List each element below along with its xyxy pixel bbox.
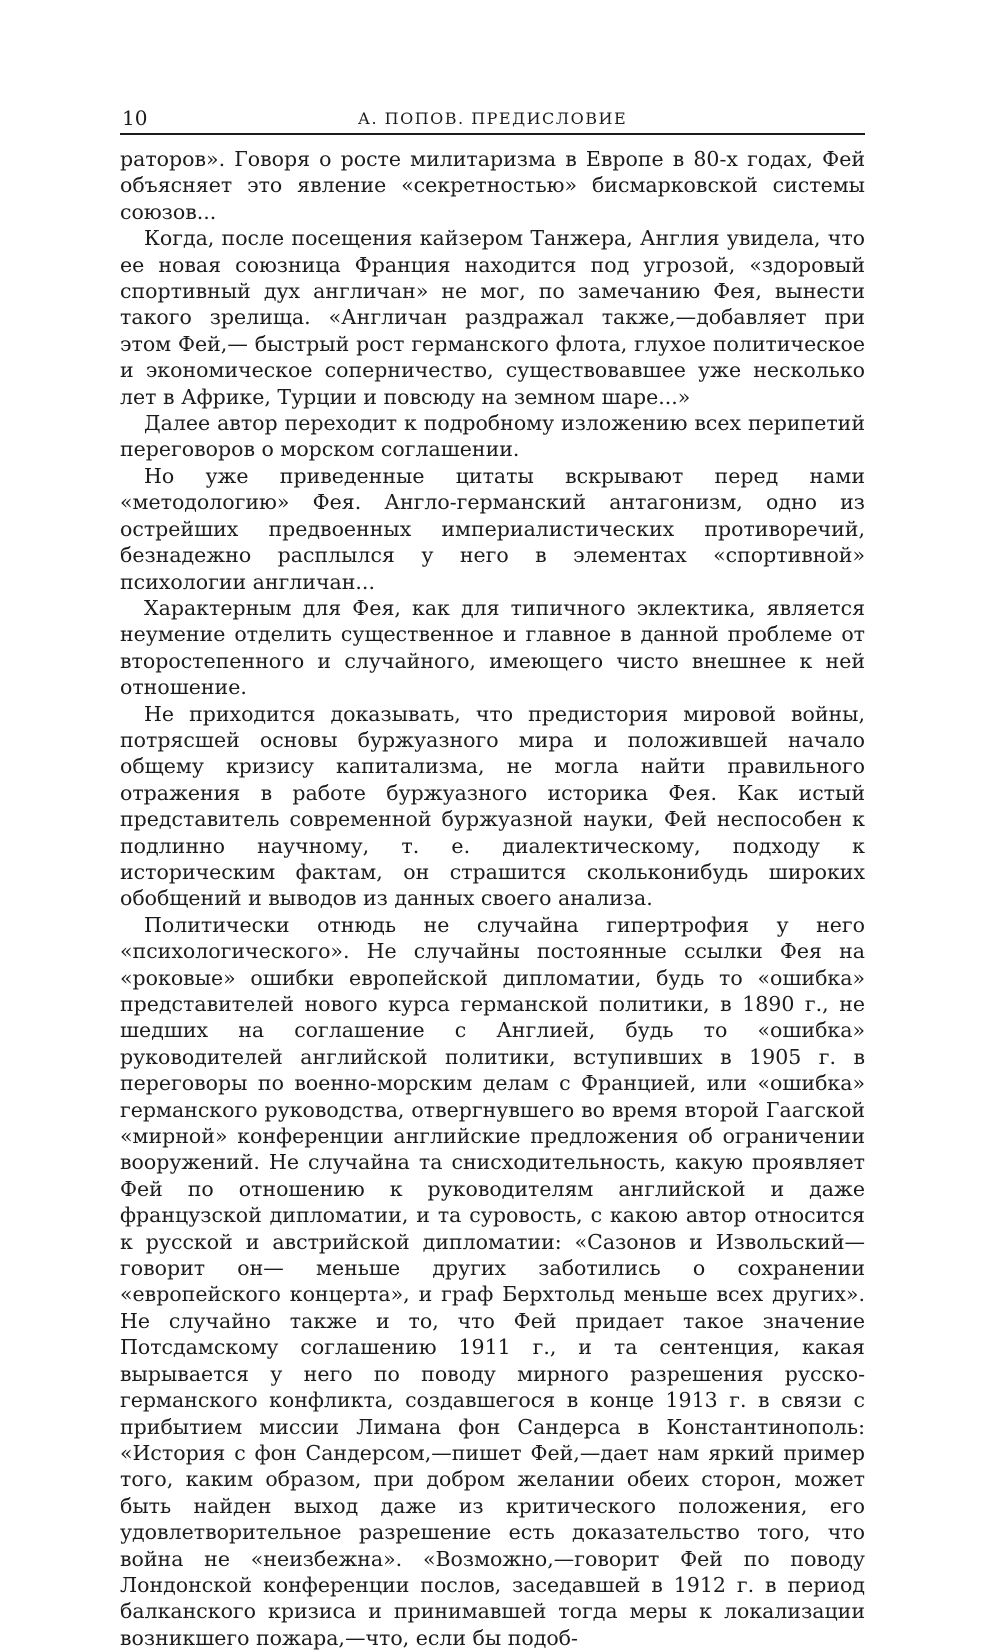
header-rule — [120, 133, 865, 135]
page-number: 10 — [122, 106, 148, 130]
body-text — [120, 146, 865, 1651]
paragraph-3: Далее автор переходит к подробному изложению всех перипетий переговоров о морском соглашении. — [120, 411, 865, 462]
paragraph-2: Когда, после посещения кайзером Танжера, Англия увидела, что ее новая союзница Франция находится под угрозой, «здоровый спортивный дух англичан» не мог, по замечанию Фея, вынести такого зрелища. «Англичан раздражал также,—добавляет при этом Фей,— быстрый рост германского флота, глухое политическое и экономическое соперничество, существовавшее уже несколько лет в Африке, Турции и повсюду на земном шаре...» — [120, 226, 865, 409]
running-head: А. ПОПОВ. ПРЕДИСЛОВИЕ — [357, 109, 628, 128]
paragraph-1: раторов». Говоря о росте милитаризма в Европе в 80-х годах, Фей объясняет это явление «секретностью» бисмарковской системы союзов... — [120, 147, 865, 224]
page-header — [120, 104, 865, 134]
paragraph-4: Но уже приведенные цитаты вскрывают перед нами «методологию» Фея. Англо-германский антагонизм, одно из острейших предвоенных империалистических противоречий, безнадежно расплылся у него в элементах «спортивной» психологии англичан... — [120, 463, 865, 594]
paragraph-5: Характерным для Фея, как для типичного эклектика, является неумение отделить существенное и главное в данной проблеме от второстепенного и случайного, имеющего чисто внешнее к ней отношение. — [120, 595, 865, 700]
paragraph-6: Не приходится доказывать, что предистория мировой войны, потрясшей основы буржуазного мира и положившей начало общему кризису капитализма, не могла найти правильного отражения в работе буржуазного историка Фея. Как истый представитель современной буржуазной науки, Фей неспособен к подлинно научному, т. е. диалектическому, подходу к историческим фактам, он страшится скольконибудь широких обобщений и выводов из данных своего анализа. — [120, 701, 865, 911]
paragraph-7: Политически отнюдь не случайна гипертрофия у него «психологического». Не случайны постоянные ссылки Фея на «роковые» ошибки европейской дипломатии, будь то «ошибка» представителей нового курса германской политики, в 1890 г., не шедших на соглашение с Англией, будь то «ошибка» руководителей английской политики, вступивших в 1905 г. в переговоры по военно-морским делам с Францией, или «ошибка» германского руководства, отвергнувшего во время второй Гаагской «мирной» конференции английские предложения об ограничении вооружений. Не случайна та снисходительность, какую проявляет Фей по отношению к руководителям английской и даже французской дипломатии, и та суровость, с какою автор относится к русской и австрийской дипломатии: «Сазонов и Извольский—говорит он— меньше других заботились о сохранении «европейского концерта», и граф Берхтольд меньше всех других». Не случайно также и то, что Фей придает такое значение Потсдамскому соглашению 1911 г., и та сентенция, какая вырывается у него по поводу мирного разрешения русско-германского конфликта, создавшегося в конце 1913 г. в связи с прибытием миссии Лимана фон Сандерса в Константинополь: «История с фон Сандерсом,—пишет Фей,—дает нам яркий пример того, каким образом, при добром желании обеих сторон, может быть найден выход даже из критического положения, его удовлетворительное разрешение есть доказательство того, что война не «неизбежна». «Возможно,—говорит Фей по поводу Лондонской конференции послов, заседавшей в 1912 г. в период балканского кризиса и принимавшей тогда меры к локализации возникшего пожара,—что, если бы подоб- — [120, 912, 865, 1650]
